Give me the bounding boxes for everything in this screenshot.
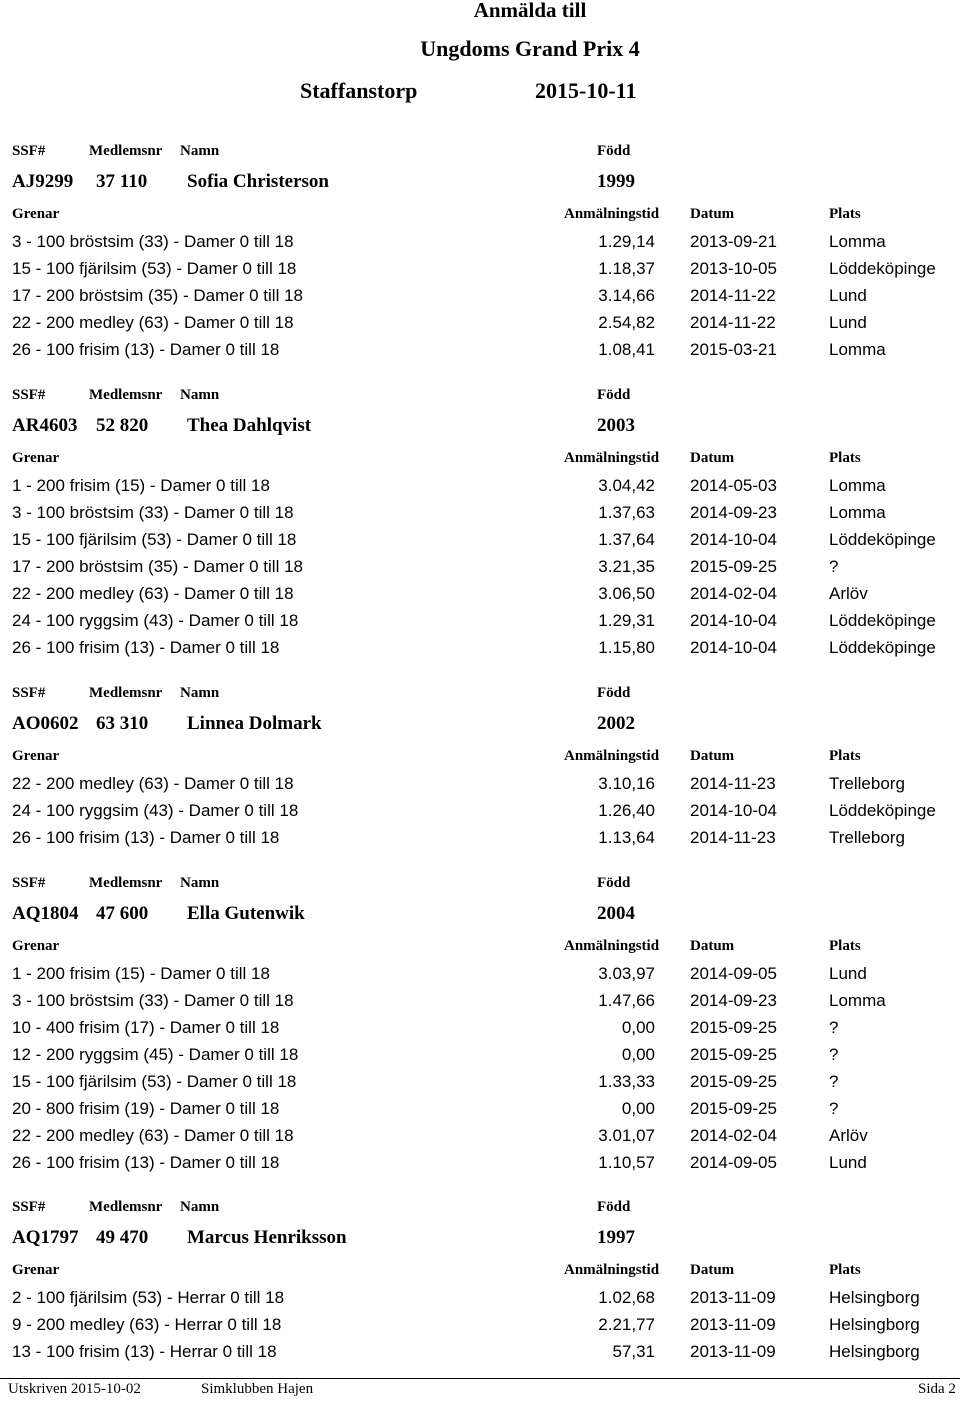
event-place: Arlöv <box>829 1126 868 1145</box>
event-name: 20 - 800 frisim (19) - Damer 0 till 18 <box>12 1099 280 1118</box>
event-entry-time: 1.29,14 <box>598 232 655 251</box>
swimmer-ssf: AQ1797 <box>12 1227 79 1248</box>
event-entry-time: 0,00 <box>621 1018 655 1037</box>
event-entry-time: 1.08,41 <box>598 340 655 359</box>
event-date: 2014-10-04 <box>690 611 777 630</box>
footer-club: Simklubben Hajen <box>201 1381 314 1397</box>
label-ssf: SSF# <box>12 143 46 159</box>
event-entry-time: 3.06,50 <box>598 584 655 603</box>
event-place: ? <box>829 1072 839 1091</box>
event-name: 17 - 200 bröstsim (35) - Damer 0 till 18 <box>12 286 303 305</box>
swimmer-name: Sofia Christerson <box>187 171 329 192</box>
event-name: 3 - 100 bröstsim (33) - Damer 0 till 18 <box>12 991 294 1010</box>
event-entry-time: 1.33,33 <box>598 1072 655 1091</box>
event-entry-time: 1.47,66 <box>598 991 655 1010</box>
event-date: 2014-11-23 <box>690 774 776 793</box>
label-ssf: SSF# <box>12 875 46 891</box>
label-grenar: Grenar <box>12 1262 60 1278</box>
event-name: 12 - 200 ryggsim (45) - Damer 0 till 18 <box>12 1045 299 1064</box>
label-anmalningstid: Anmälningstid <box>564 938 660 954</box>
label-namn: Namn <box>180 387 220 403</box>
event-date: 2014-11-22 <box>690 286 776 305</box>
label-fodd: Född <box>597 875 631 891</box>
label-namn: Namn <box>180 685 220 701</box>
event-entry-time: 1.10,57 <box>598 1153 655 1172</box>
swimmer-born: 2003 <box>597 415 635 436</box>
event-place: Löddeköpinge <box>829 638 936 657</box>
label-anmalningstid: Anmälningstid <box>564 450 660 466</box>
swimmer-name: Ella Gutenwik <box>187 903 305 924</box>
event-name: 24 - 100 ryggsim (43) - Damer 0 till 18 <box>12 611 299 630</box>
event-place: Löddeköpinge <box>829 801 936 820</box>
event-place: Arlöv <box>829 584 868 603</box>
swimmer-born: 1999 <box>597 171 635 192</box>
label-anmalningstid: Anmälningstid <box>564 1262 660 1278</box>
event-place: Lund <box>829 1153 867 1172</box>
event-name: 13 - 100 frisim (13) - Herrar 0 till 18 <box>12 1342 277 1361</box>
event-place: Lomma <box>829 476 886 495</box>
competition-name: Ungdoms Grand Prix 4 <box>420 36 640 61</box>
event-date: 2013-11-09 <box>690 1288 776 1307</box>
label-plats: Plats <box>829 206 861 222</box>
label-medlemsnr: Medlemsnr <box>89 387 163 403</box>
swimmer-medlemsnr: 63 310 <box>96 713 149 734</box>
event-date: 2014-11-23 <box>690 828 776 847</box>
label-fodd: Född <box>597 685 631 701</box>
label-datum: Datum <box>690 450 735 466</box>
event-date: 2014-09-23 <box>690 503 777 522</box>
swimmer-ssf: AQ1804 <box>12 903 79 924</box>
event-date: 2014-10-04 <box>690 530 777 549</box>
event-place: Löddeköpinge <box>829 611 936 630</box>
document-title: Anmälda till <box>473 0 587 22</box>
label-plats: Plats <box>829 748 861 764</box>
event-date: 2014-09-05 <box>690 964 777 983</box>
event-entry-time: 3.21,35 <box>598 557 655 576</box>
event-place: ? <box>829 557 839 576</box>
event-name: 26 - 100 frisim (13) - Damer 0 till 18 <box>12 1153 280 1172</box>
event-date: 2014-02-04 <box>690 584 777 603</box>
event-entry-time: 1.29,31 <box>598 611 655 630</box>
event-place: Helsingborg <box>829 1315 920 1334</box>
event-date: 2013-10-05 <box>690 259 777 278</box>
label-datum: Datum <box>690 206 735 222</box>
event-date: 2014-05-03 <box>690 476 777 495</box>
competition-date: 2015-10-11 <box>535 78 637 103</box>
label-grenar: Grenar <box>12 748 60 764</box>
event-date: 2015-09-25 <box>690 1072 777 1091</box>
event-place: Lund <box>829 964 867 983</box>
event-entry-time: 1.02,68 <box>598 1288 655 1307</box>
swimmer-ssf: AJ9299 <box>12 171 74 192</box>
event-date: 2014-02-04 <box>690 1126 777 1145</box>
event-name: 15 - 100 fjärilsim (53) - Damer 0 till 18 <box>12 1072 297 1091</box>
event-name: 3 - 100 bröstsim (33) - Damer 0 till 18 <box>12 503 294 522</box>
label-fodd: Född <box>597 1199 631 1215</box>
swimmer-name: Marcus Henriksson <box>187 1227 347 1248</box>
label-datum: Datum <box>690 748 735 764</box>
event-entry-time: 1.13,64 <box>598 828 655 847</box>
event-entry-time: 1.18,37 <box>598 259 655 278</box>
event-date: 2013-09-21 <box>690 232 777 251</box>
event-place: Trelleborg <box>829 774 905 793</box>
event-name: 22 - 200 medley (63) - Damer 0 till 18 <box>12 1126 294 1145</box>
label-medlemsnr: Medlemsnr <box>89 685 163 701</box>
label-namn: Namn <box>180 143 220 159</box>
event-place: Lomma <box>829 340 886 359</box>
event-name: 15 - 100 fjärilsim (53) - Damer 0 till 18 <box>12 259 297 278</box>
event-entry-time: 3.03,97 <box>598 964 655 983</box>
event-place: Lomma <box>829 991 886 1010</box>
label-datum: Datum <box>690 1262 735 1278</box>
footer-divider <box>0 1378 960 1379</box>
event-name: 9 - 200 medley (63) - Herrar 0 till 18 <box>12 1315 282 1334</box>
event-place: Lomma <box>829 232 886 251</box>
label-namn: Namn <box>180 875 220 891</box>
label-ssf: SSF# <box>12 387 46 403</box>
event-date: 2014-09-05 <box>690 1153 777 1172</box>
event-date: 2014-10-04 <box>690 638 777 657</box>
event-entry-time: 1.15,80 <box>598 638 655 657</box>
label-fodd: Född <box>597 143 631 159</box>
event-name: 3 - 100 bröstsim (33) - Damer 0 till 18 <box>12 232 294 251</box>
event-entry-time: 57,31 <box>612 1342 655 1361</box>
event-place: ? <box>829 1099 839 1118</box>
event-entry-time: 0,00 <box>621 1045 655 1064</box>
event-name: 17 - 200 bröstsim (35) - Damer 0 till 18 <box>12 557 303 576</box>
swimmer-born: 1997 <box>597 1227 635 1248</box>
event-entry-time: 2.54,82 <box>598 313 655 332</box>
event-date: 2013-11-09 <box>690 1342 776 1361</box>
event-entry-time: 3.01,07 <box>598 1126 655 1145</box>
event-place: Löddeköpinge <box>829 259 936 278</box>
event-name: 26 - 100 frisim (13) - Damer 0 till 18 <box>12 828 280 847</box>
event-date: 2014-09-23 <box>690 991 777 1010</box>
event-name: 1 - 200 frisim (15) - Damer 0 till 18 <box>12 964 270 983</box>
event-place: Helsingborg <box>829 1342 920 1361</box>
label-ssf: SSF# <box>12 1199 46 1215</box>
competition-place: Staffanstorp <box>300 78 418 103</box>
event-entry-time: 1.37,64 <box>598 530 655 549</box>
event-name: 15 - 100 fjärilsim (53) - Damer 0 till 18 <box>12 530 297 549</box>
label-medlemsnr: Medlemsnr <box>89 875 163 891</box>
swimmer-ssf: AO0602 <box>12 713 79 734</box>
event-entry-time: 3.04,42 <box>598 476 655 495</box>
event-date: 2015-09-25 <box>690 557 777 576</box>
event-entry-time: 1.26,40 <box>598 801 655 820</box>
event-date: 2014-10-04 <box>690 801 777 820</box>
label-namn: Namn <box>180 1199 220 1215</box>
event-place: Trelleborg <box>829 828 905 847</box>
event-place: Helsingborg <box>829 1288 920 1307</box>
event-entry-time: 1.37,63 <box>598 503 655 522</box>
swimmer-ssf: AR4603 <box>12 415 78 436</box>
label-medlemsnr: Medlemsnr <box>89 143 163 159</box>
event-place: Lund <box>829 313 867 332</box>
swimmer-medlemsnr: 49 470 <box>96 1227 149 1248</box>
event-place: Lomma <box>829 503 886 522</box>
label-plats: Plats <box>829 450 861 466</box>
event-name: 24 - 100 ryggsim (43) - Damer 0 till 18 <box>12 801 299 820</box>
event-name: 22 - 200 medley (63) - Damer 0 till 18 <box>12 774 294 793</box>
swimmer-medlemsnr: 52 820 <box>96 415 149 436</box>
event-date: 2013-11-09 <box>690 1315 776 1334</box>
event-name: 22 - 200 medley (63) - Damer 0 till 18 <box>12 313 294 332</box>
event-place: ? <box>829 1045 839 1064</box>
event-entry-time: 3.14,66 <box>598 286 655 305</box>
label-medlemsnr: Medlemsnr <box>89 1199 163 1215</box>
label-datum: Datum <box>690 938 735 954</box>
event-name: 26 - 100 frisim (13) - Damer 0 till 18 <box>12 638 280 657</box>
label-ssf: SSF# <box>12 685 46 701</box>
label-plats: Plats <box>829 938 861 954</box>
footer-printed: Utskriven 2015-10-02 <box>8 1381 141 1397</box>
label-anmalningstid: Anmälningstid <box>564 206 660 222</box>
event-entry-time: 2.21,77 <box>598 1315 655 1334</box>
label-grenar: Grenar <box>12 938 60 954</box>
label-anmalningstid: Anmälningstid <box>564 748 660 764</box>
swimmer-born: 2004 <box>597 903 635 924</box>
swimmer-medlemsnr: 37 110 <box>96 171 148 192</box>
event-name: 10 - 400 frisim (17) - Damer 0 till 18 <box>12 1018 280 1037</box>
event-date: 2015-03-21 <box>690 340 777 359</box>
event-place: Lund <box>829 286 867 305</box>
event-date: 2014-11-22 <box>690 313 776 332</box>
event-place: ? <box>829 1018 839 1037</box>
swimmer-medlemsnr: 47 600 <box>96 903 149 924</box>
event-date: 2015-09-25 <box>690 1045 777 1064</box>
label-grenar: Grenar <box>12 450 60 466</box>
swimmer-born: 2002 <box>597 713 635 734</box>
label-grenar: Grenar <box>12 206 60 222</box>
event-date: 2015-09-25 <box>690 1018 777 1037</box>
event-name: 2 - 100 fjärilsim (53) - Herrar 0 till 18 <box>12 1288 285 1307</box>
label-plats: Plats <box>829 1262 861 1278</box>
event-name: 26 - 100 frisim (13) - Damer 0 till 18 <box>12 340 280 359</box>
label-fodd: Född <box>597 387 631 403</box>
swimmer-name: Linnea Dolmark <box>187 713 322 734</box>
event-name: 22 - 200 medley (63) - Damer 0 till 18 <box>12 584 294 603</box>
footer-page: Sida 2 <box>918 1381 956 1397</box>
event-name: 1 - 200 frisim (15) - Damer 0 till 18 <box>12 476 270 495</box>
swimmer-name: Thea Dahlqvist <box>187 415 312 436</box>
event-entry-time: 3.10,16 <box>598 774 655 793</box>
event-entry-time: 0,00 <box>621 1099 655 1118</box>
event-place: Löddeköpinge <box>829 530 936 549</box>
event-date: 2015-09-25 <box>690 1099 777 1118</box>
